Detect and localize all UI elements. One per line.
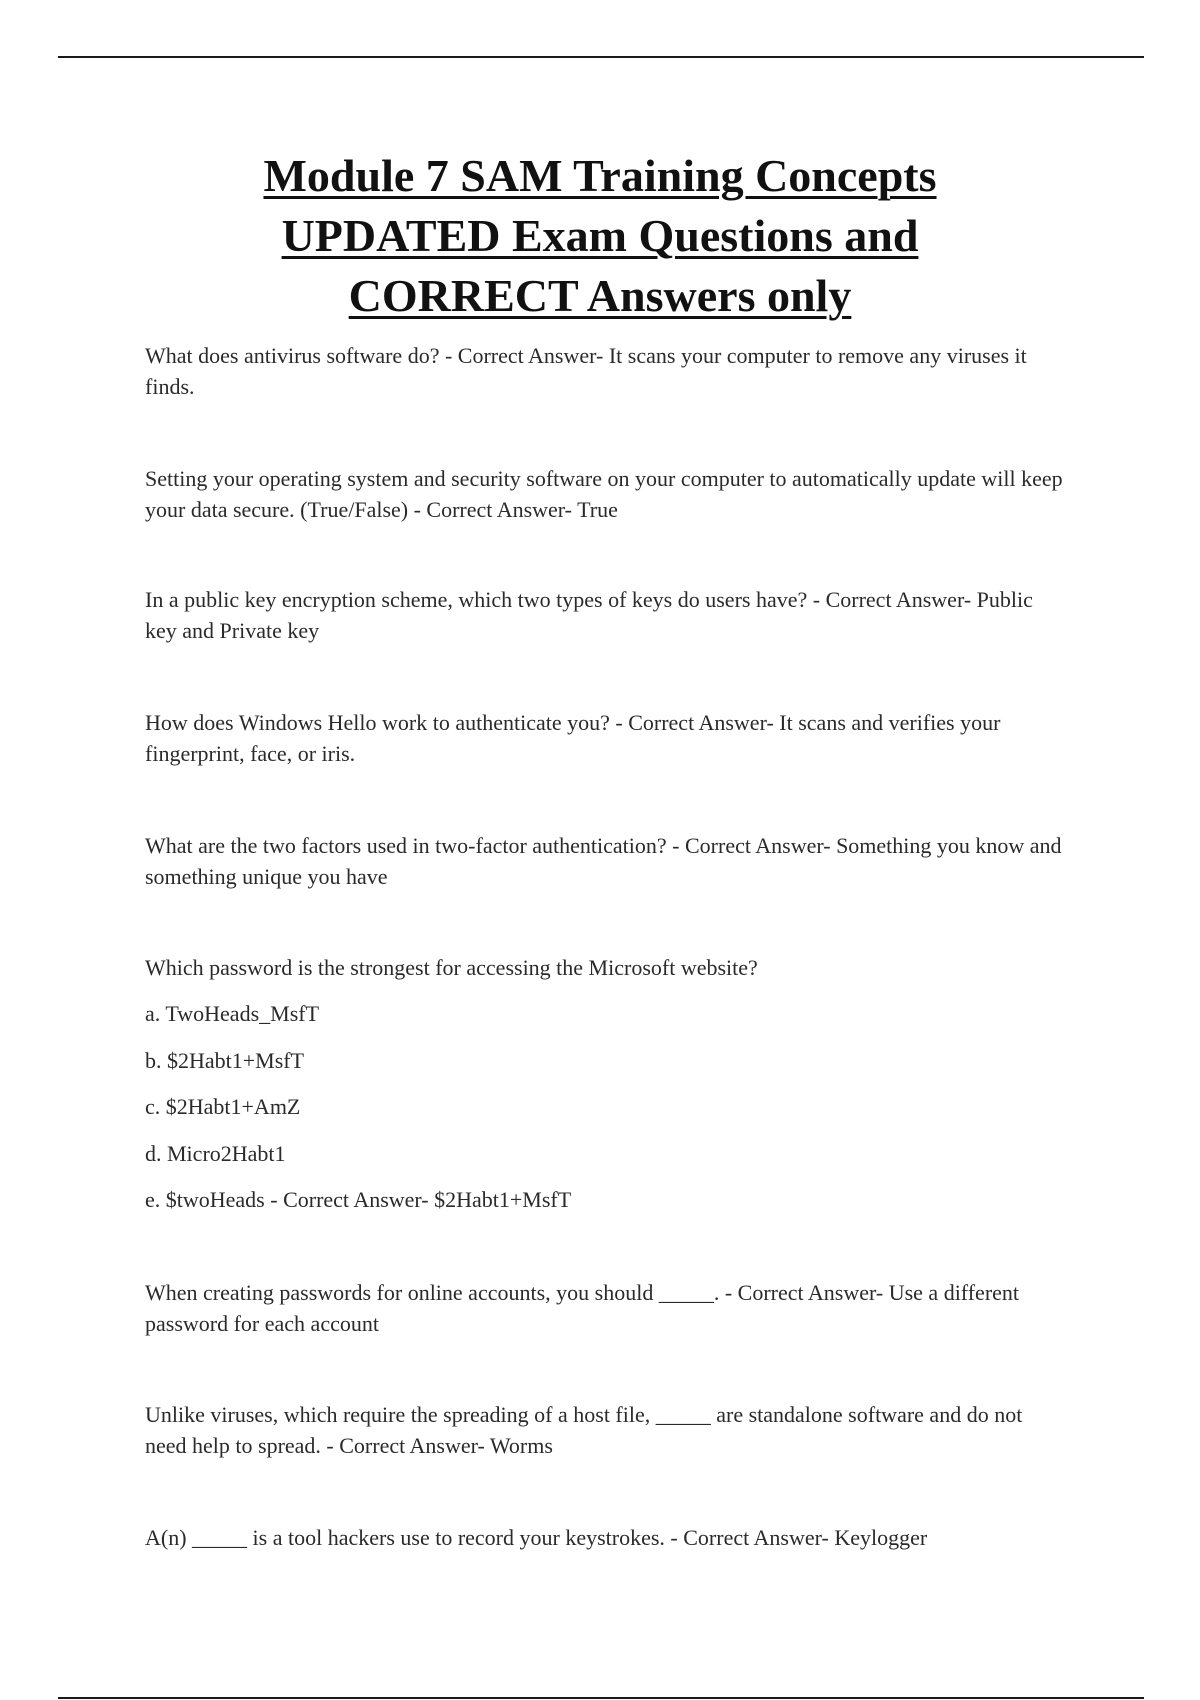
- qa-item-strongest-password: Which password is the strongest for accessing the Microsoft website?: [145, 955, 758, 980]
- title-line-1: Module 7 SAM Training Concepts: [263, 150, 937, 201]
- qa-item-worms: Unlike viruses, which require the spreading of a host file, _____ are standalone software and do not need help to spread. - Correct Answer- Worms: [145, 1402, 1023, 1458]
- option-a: a. TwoHeads_MsfT: [145, 1001, 320, 1026]
- option-e-with-answer: e. $twoHeads - Correct Answer- $2Habt1+MsfT: [145, 1187, 572, 1212]
- qa-item-auto-update: Setting your operating system and security software on your computer to automatically update will keep your data secure. (True/False) - Correct Answer- True: [145, 466, 1063, 522]
- title-line-3: CORRECT Answers only: [348, 270, 852, 321]
- qa-item-public-key: In a public key encryption scheme, which two types of keys do users have? - Correct Answer- Public key and Private key: [145, 587, 1033, 643]
- bottom-rule: [58, 1697, 1144, 1699]
- option-d: d. Micro2Habt1: [145, 1141, 286, 1166]
- option-c: c. $2Habt1+AmZ: [145, 1094, 301, 1119]
- qa-item-two-factor: What are the two factors used in two-factor authentication? - Correct Answer- Something you know and something unique you have: [145, 833, 1062, 889]
- title-line-2: UPDATED Exam Questions and: [281, 210, 919, 261]
- qa-item-antivirus: What does antivirus software do? - Correct Answer- It scans your computer to remove any viruses it finds.: [145, 343, 1027, 399]
- qa-item-keylogger: A(n) _____ is a tool hackers use to record your keystrokes. - Correct Answer- Keylogger: [145, 1525, 928, 1550]
- option-b: b. $2Habt1+MsfT: [145, 1048, 305, 1073]
- top-rule: [58, 56, 1144, 58]
- qa-item-passwords-online: When creating passwords for online accounts, you should _____. - Correct Answer- Use a different password for each account: [145, 1280, 1020, 1336]
- qa-item-windows-hello: How does Windows Hello work to authenticate you? - Correct Answer- It scans and verifies your fingerprint, face, or iris.: [145, 710, 1001, 766]
- document-title: [146, 146, 1054, 326]
